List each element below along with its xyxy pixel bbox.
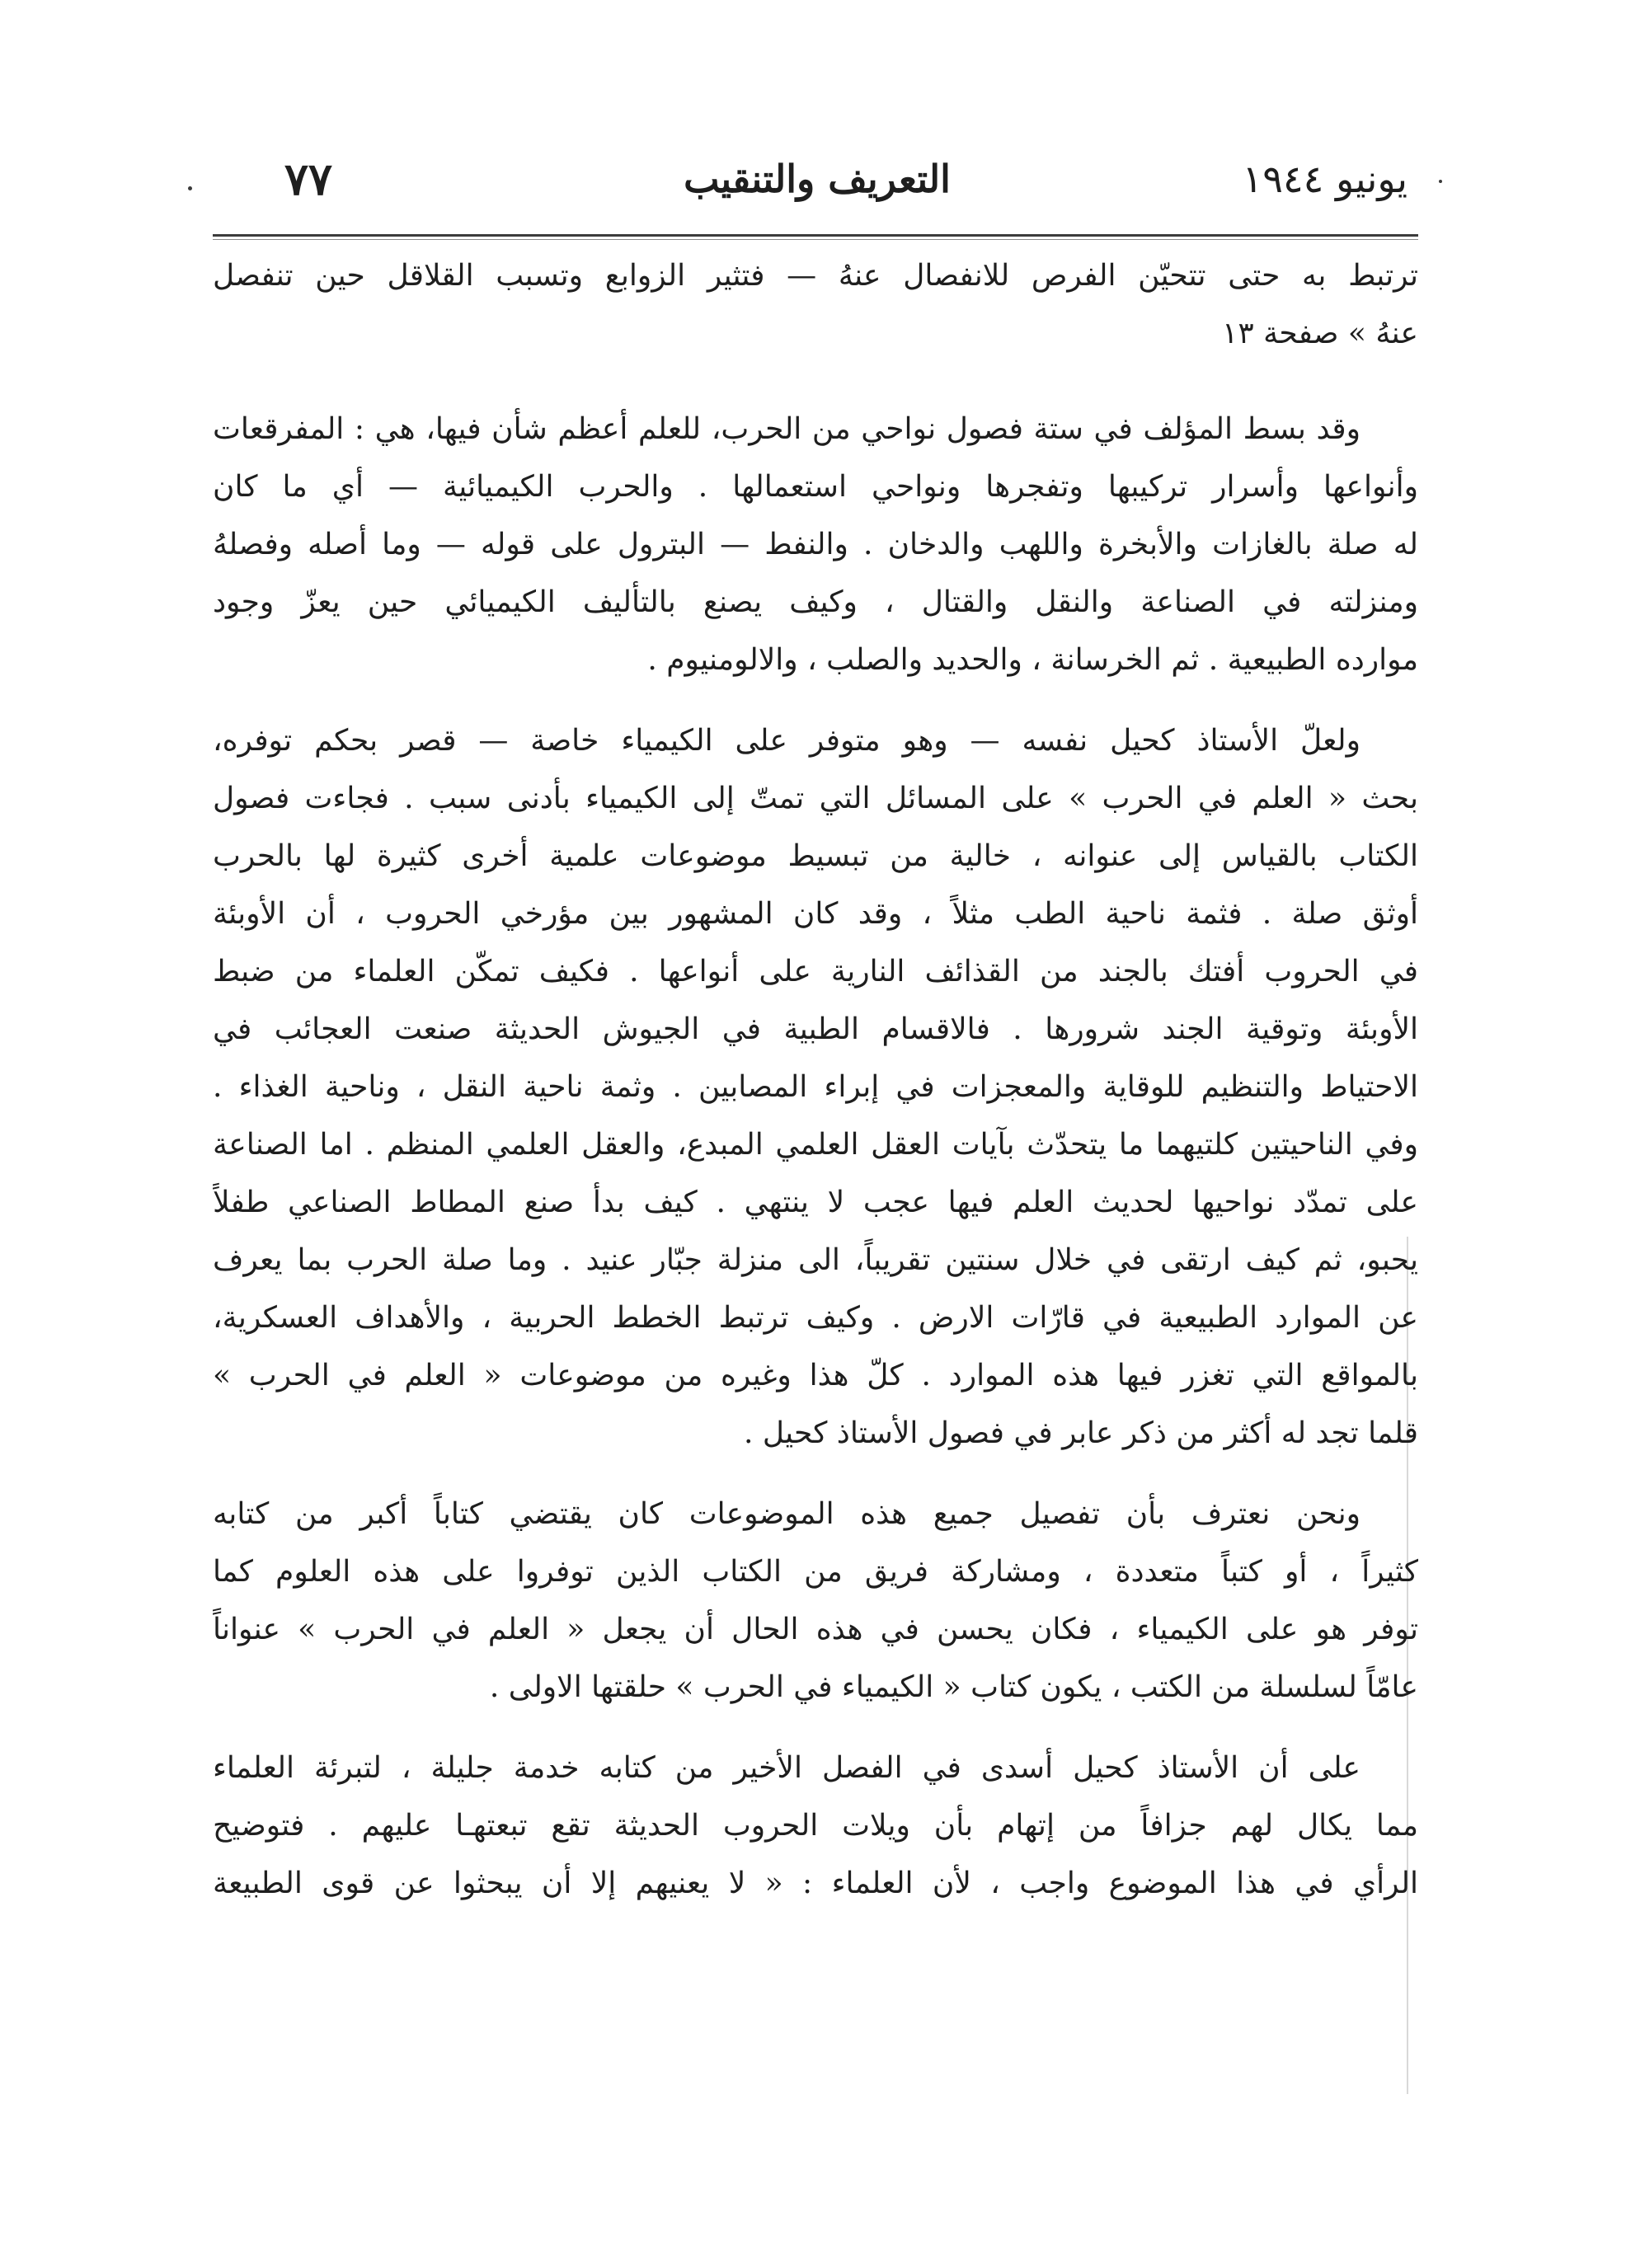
text-line: يحبو، ثم كيف ارتقى في خلال سنتين تقريباً، الى منزلة جبّار عنيد . وما صلة الحرب بما يعرف <box>213 1243 1418 1277</box>
page-number: ٧٧ <box>284 153 333 205</box>
running-header <box>227 150 1407 208</box>
scan-speck <box>188 186 192 190</box>
text-line: الكتاب بالقياس إلى عنوانه ، خالية من تبسيط موضوعات علمية أخرى كثيرة لها بالحرب <box>213 839 1418 873</box>
text-line: الرأي في هذا الموضوع واجب ، لأن العلماء : « لا يعنيهم إلا أن يبحثوا عن قوى الطبيعة <box>213 1867 1418 1900</box>
text-line: وأنواعها وأسرار تركيبها وتفجرها ونواحي استعمالها . والحرب الكيميائية — أي ما كان <box>213 470 1418 504</box>
text-line: ترتبط به حتى تتحيّن الفرص للانفصال عنهُ — فتثير الزوابع وتسبب القلاقل حين تنفصل <box>213 259 1418 293</box>
paragraph <box>213 1740 1418 1913</box>
text-line: ومنزلته في الصناعة والنقل والقتال ، وكيف يصنع بالتأليف الكيميائي حين يعزّ وجود <box>213 585 1418 619</box>
text-line: وفي الناحيتين كلتيهما ما يتحدّث بآيات العقل العلمي المبدع، والعقل العلمي المنظم . اما الصناعة <box>213 1128 1418 1162</box>
header-rule <box>213 234 1418 237</box>
paragraph <box>213 712 1418 1463</box>
scan-speck <box>1439 180 1442 183</box>
text-line: عنهُ » صفحة ١٣ <box>1222 317 1418 350</box>
header-date: يونيو ١٩٤٤ <box>1242 157 1407 201</box>
paragraph <box>213 1486 1418 1716</box>
text-line: الاحتياط والتنظيم للوقاية والمعجزات في إبراء المصابين . وثمة ناحية النقل ، وناحية الغذاء . <box>213 1070 1418 1104</box>
paragraph <box>213 401 1418 689</box>
text-line: أوثق صلة . فثمة ناحية الطب مثلاً ، وقد كان المشهور بين مؤرخي الحروب ، أن الأوبئة <box>213 897 1418 931</box>
text-line: بالمواقع التي تغزر فيها هذه الموارد . كلّ هذا وغيره من موضوعات « العلم في الحرب » <box>213 1359 1418 1392</box>
text-line: في الحروب أفتك بالجند من القذائف النارية على أنواعها . فكيف تمكّن العلماء من ضبط <box>213 955 1418 988</box>
text-line: موارده الطبيعية . ثم الخرسانة ، والحديد والصلب ، والالومنيوم . <box>647 643 1418 677</box>
text-line: توفر هو على الكيمياء ، فكان يحسن في هذه الحال أن يجعل « العلم في الحرب » عنواناً <box>213 1613 1418 1646</box>
text-line: عامّاً لسلسلة من الكتب ، يكون كتاب « الكيمياء في الحرب » حلقتها الاولى . <box>489 1670 1418 1704</box>
article-body <box>213 247 1418 1936</box>
text-line: وقد بسط المؤلف في ستة فصول نواحي من الحرب، للعلم أعظم شأن فيها، هي : المفرقعات <box>213 412 1360 446</box>
text-line: بحث « العلم في الحرب » على المسائل التي تمتّ إلى الكيمياء بأدنى سبب . فجاءت فصول <box>213 782 1418 815</box>
text-line: الأوبئة وتوقية الجند شرورها . فالاقسام الطبية في الجيوش الحديثة صنعت العجائب في <box>213 1012 1418 1046</box>
text-line: عن الموارد الطبيعية في قارّات الارض . وكيف ترتبط الخطط الحربية ، والأهداف العسكرية، <box>213 1301 1418 1335</box>
header-title: التعريف والتنقيب <box>684 157 951 201</box>
text-line: مما يكال لهم جزافاً من إتهام بأن ويلات الحروب الحديثة تقع تبعتهـا عليهم . فتوضيح <box>213 1809 1418 1843</box>
text-line: ونحن نعترف بأن تفصيل جميع هذه الموضوعات كان يقتضي كتاباً أكبر من كتابه <box>213 1497 1360 1531</box>
text-line: كثيراً ، أو كتباً متعددة ، ومشاركة فريق من الكتاب الذين توفروا على هذه العلوم كما <box>213 1555 1418 1589</box>
text-line: على تمدّد نواحيها لحديث العلم فيها عجب لا ينتهي . كيف بدأ صنع المطاط الصناعي طفلاً <box>213 1186 1418 1219</box>
paragraph <box>213 247 1418 363</box>
text-line: على أن الأستاذ كحيل أسدى في الفصل الأخير من كتابه خدمة جليلة ، لتبرئة العلماء <box>213 1751 1360 1785</box>
text-line: له صلة بالغازات والأبخرة واللهب والدخان . والنفط — البترول على قوله — وما أصله وفصلهُ <box>213 528 1418 561</box>
text-line: ولعلّ الأستاذ كحيل نفسه — وهو متوفر على الكيمياء خاصة — قصر بحكم توفره، <box>213 724 1360 758</box>
text-line: قلما تجد له أكثر من ذكر عابر في فصول الأستاذ كحيل . <box>743 1416 1418 1450</box>
